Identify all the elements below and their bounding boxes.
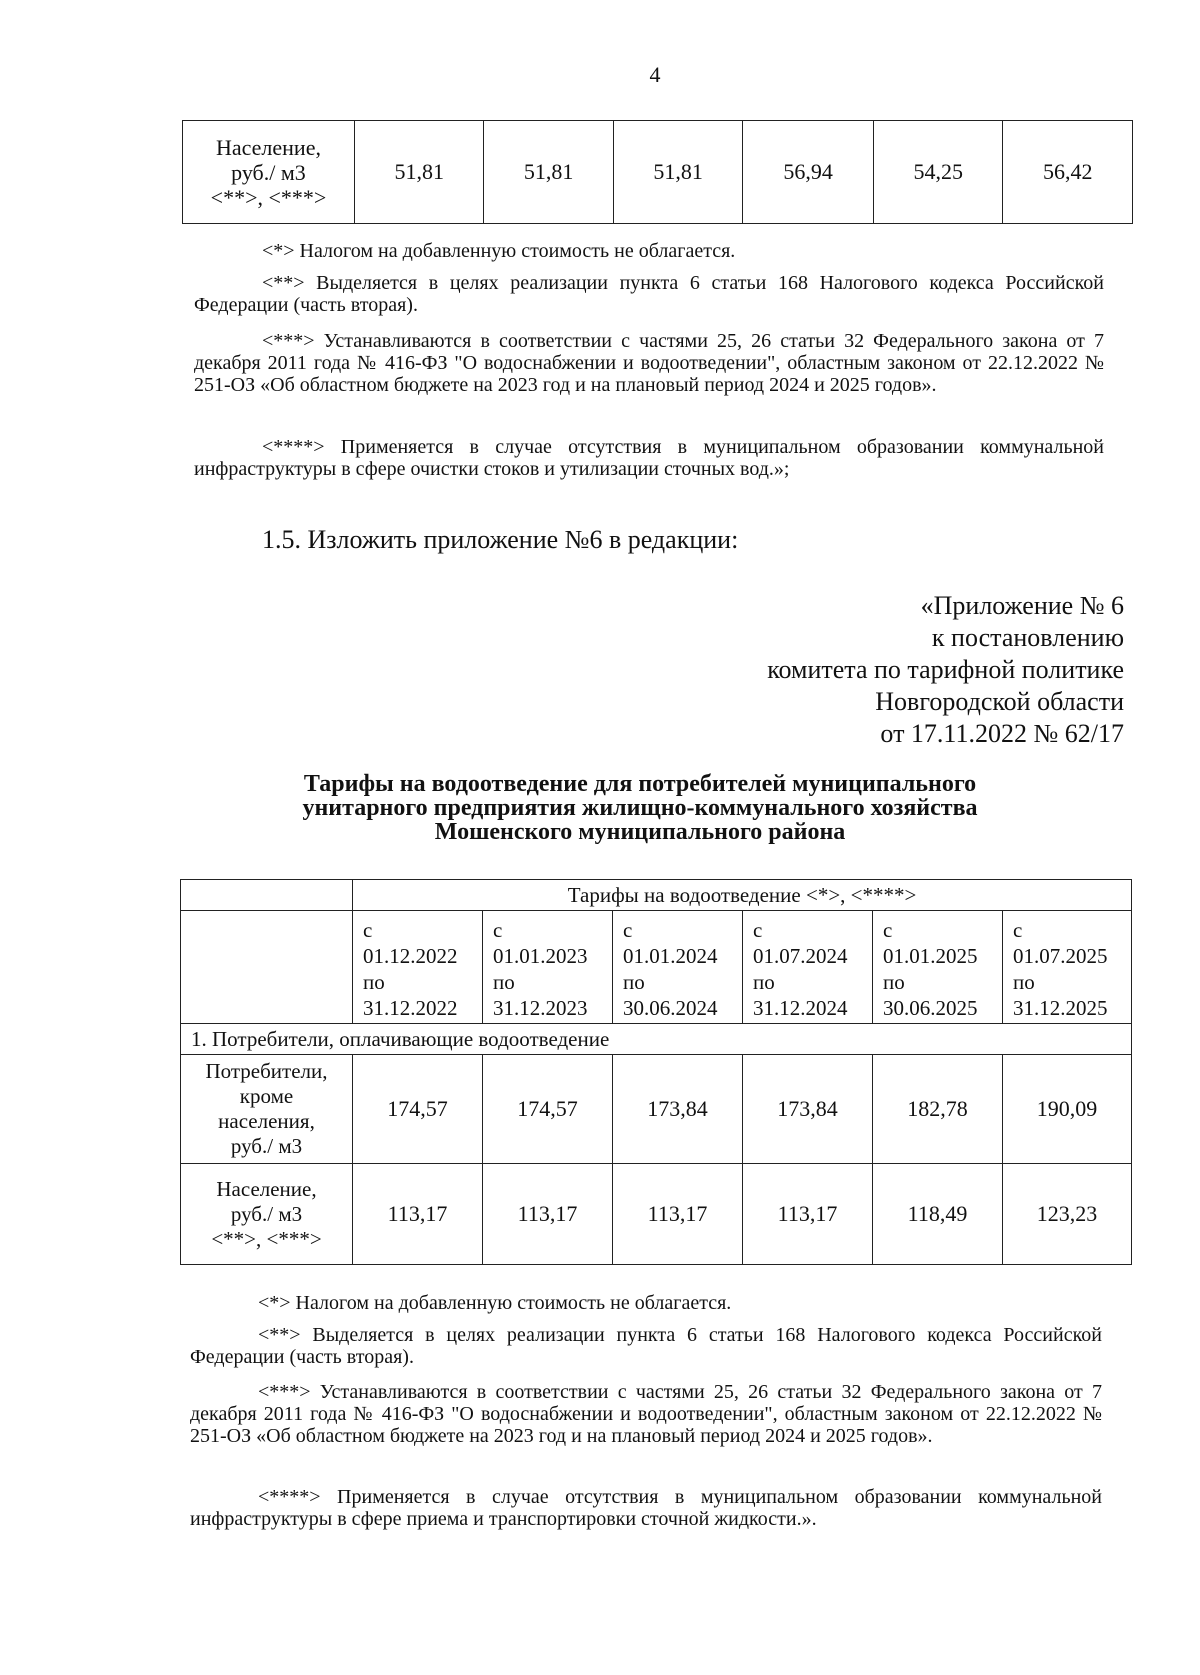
table-cell: 56,94 [743, 121, 874, 224]
period-header: с 01.12.2022 по 31.12.2022 [353, 911, 483, 1024]
period-header: с 01.07.2025 по 31.12.2025 [1003, 911, 1132, 1024]
table-cell: 113,17 [613, 1164, 743, 1265]
table-cell: 118,49 [873, 1164, 1003, 1265]
top-tariff-table [182, 120, 1133, 224]
footnote-2: <**> Выделяется в целях реализации пункта 6 статьи 168 Налогового кодекса Российской Федерации (часть вторая). [194, 272, 1104, 316]
table-cell: 51,81 [613, 121, 742, 224]
table-row [181, 880, 1132, 911]
table-cell: 51,81 [354, 121, 483, 224]
table-cell: 54,25 [873, 121, 1002, 224]
period-header: с 01.01.2025 по 30.06.2025 [873, 911, 1003, 1024]
row-label-population: Население, руб./ м3 <**>, <***> [181, 1164, 353, 1265]
table-cell: 174,57 [353, 1055, 483, 1164]
table-cell: 113,17 [743, 1164, 873, 1265]
table-cell: 123,23 [1003, 1164, 1132, 1265]
footnote-3: <***> Устанавливаются в соответствии с частями 25, 26 статьи 32 Федерального закона от 7 декабря 2011 года № 416-ФЗ "О водоснабжении и водоотведении", областным законом от 22.12.2022 № 251-ОЗ «Об областном бюджете на 2023 год и на плановый период 2024 и 2025 годов». [194, 330, 1104, 396]
footnote-4: <****> Применяется в случае отсутствия в муниципальном образовании коммунальной инфраструктуры в сфере очистки стоков и утилизации сточных вод.»; [194, 436, 1104, 480]
document-title: Тарифы на водоотведение для потребителей муниципального унитарного предприятия жилищно-коммунального хозяйства Мошенского муниципального района [302, 771, 978, 845]
table-row [181, 1055, 1132, 1164]
table-row [181, 911, 1132, 1024]
footnote-4: <****> Применяется в случае отсутствия в муниципальном образовании коммунальной инфраструктуры в сфере приема и транспортировки сточной жидкости.». [190, 1486, 1102, 1530]
table-cell: 56,42 [1003, 121, 1133, 224]
table-row [183, 121, 1133, 224]
row-label-non-population: Потребители, кроме населения, руб./ м3 [181, 1055, 353, 1164]
table-cell: 51,81 [484, 121, 613, 224]
footnote-1: <*> Налогом на добавленную стоимость не облагается. [262, 240, 736, 262]
table-cell: 174,57 [483, 1055, 613, 1164]
table-cell: 173,84 [613, 1055, 743, 1164]
table-cell: 113,17 [483, 1164, 613, 1265]
table-cell: 190,09 [1003, 1055, 1132, 1164]
section-header: 1. Потребители, оплачивающие водоотведение [181, 1024, 1132, 1055]
period-header: с 01.01.2024 по 30.06.2024 [613, 911, 743, 1024]
table-cell [181, 911, 353, 1024]
table-row [181, 1164, 1132, 1265]
page-number: 4 [649, 62, 661, 87]
table-cell [181, 880, 353, 911]
row-label-population: Население, руб./ м3 <**>, <***> [183, 121, 355, 224]
period-header: с 01.07.2024 по 31.12.2024 [743, 911, 873, 1024]
main-tariff-table [180, 879, 1132, 1265]
table-cell: 113,17 [353, 1164, 483, 1265]
footnote-3: <***> Устанавливаются в соответствии с частями 25, 26 статьи 32 Федерального закона от 7 декабря 2011 года № 416-ФЗ "О водоснабжении и водоотведении", областным законом от 22.12.2022 № 251-ОЗ «Об областном бюджете на 2023 год и на плановый период 2024 и 2025 годов». [190, 1381, 1102, 1447]
footnote-1: <*> Налогом на добавленную стоимость не облагается. [258, 1292, 732, 1314]
table-cell: 182,78 [873, 1055, 1003, 1164]
table-row [181, 1024, 1132, 1055]
table-cell: 173,84 [743, 1055, 873, 1164]
instruction-text: 1.5. Изложить приложение №6 в редакции: [262, 525, 739, 554]
appendix-header: «Приложение № 6 к постановлению комитета по тарифной политике Новгородской области от 17.11.2022 № 62/17 [767, 591, 1124, 748]
period-header: с 01.01.2023 по 31.12.2023 [483, 911, 613, 1024]
footnote-2: <**> Выделяется в целях реализации пункта 6 статьи 168 Налогового кодекса Российской Федерации (часть вторая). [190, 1324, 1102, 1368]
table-header: Тарифы на водоотведение <*>, <****> [353, 880, 1132, 911]
